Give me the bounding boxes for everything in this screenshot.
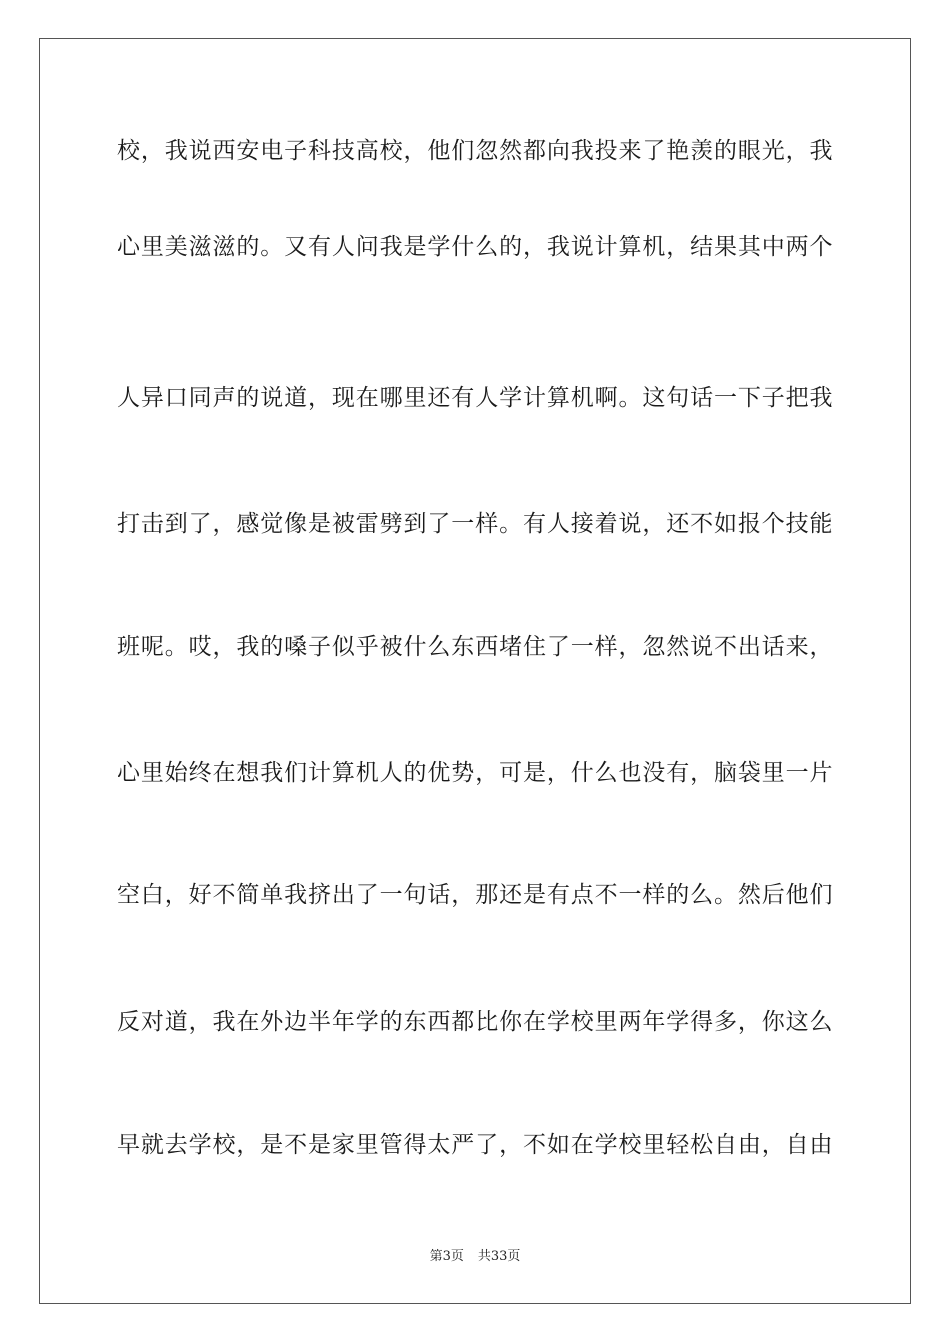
page-number: 第3页: [429, 1249, 464, 1264]
body-text-line: 空白，好不简单我挤出了一句话，那还是有点不一样的么。然后他们: [117, 882, 833, 908]
body-text-line: 人异口同声的说道，现在哪里还有人学计算机啊。这句话一下子把我: [117, 385, 833, 411]
body-text-line: 校，我说西安电子科技高校，他们忽然都向我投来了艳羡的眼光，我: [117, 138, 833, 164]
page-total: 共33页: [477, 1249, 521, 1264]
body-text-line: 早就去学校，是不是家里管得太严了，不如在学校里轻松自由，自由: [117, 1132, 833, 1158]
page-footer: [0, 1248, 950, 1266]
body-text-line: 心里美滋滋的。又有人问我是学什么的，我说计算机，结果其中两个: [117, 234, 833, 260]
body-text-line: 反对道，我在外边半年学的东西都比你在学校里两年学得多，你这么: [117, 1009, 833, 1035]
body-text-line: 心里始终在想我们计算机人的优势，可是，什么也没有，脑袋里一片: [117, 760, 833, 786]
body-text-line: 打击到了，感觉像是被雷劈到了一样。有人接着说，还不如报个技能: [117, 511, 833, 537]
body-text-line: 班呢。哎，我的嗓子似乎被什么东西堵住了一样，忽然说不出话来，: [117, 634, 833, 660]
page-frame: [39, 38, 911, 1304]
